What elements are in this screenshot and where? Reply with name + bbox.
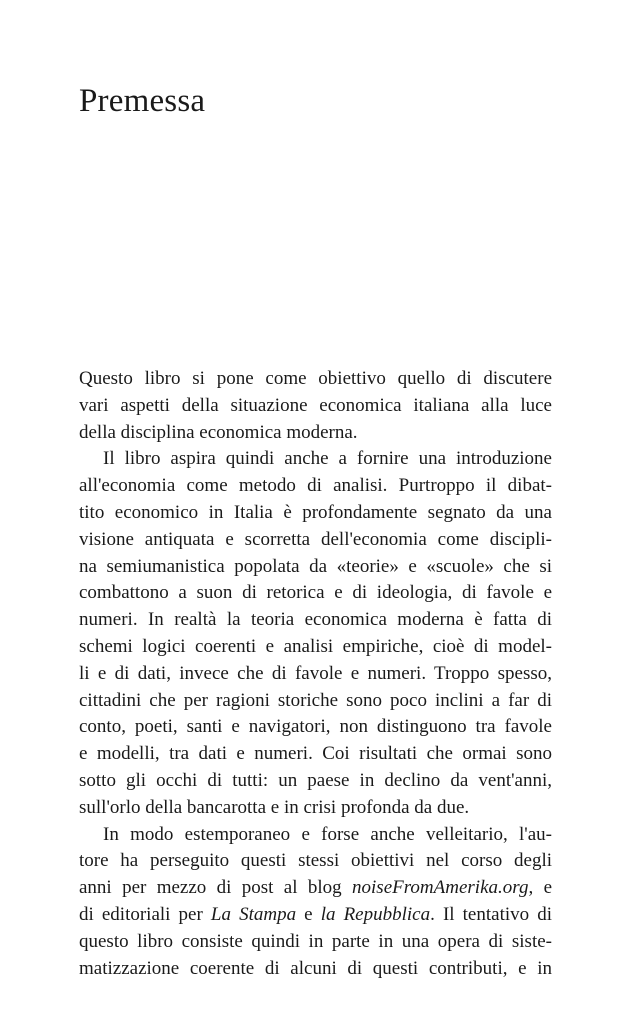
text-run: . Il tentativo di <box>430 903 552 925</box>
text-line: li e di dati, invece che di favole e numeri. Troppo spesso, <box>79 662 552 684</box>
text-line: Questo libro si pone come obiettivo quello di discutere <box>79 368 552 389</box>
newspaper-name: La Stampa <box>210 903 297 925</box>
newspaper-name: la Repubblica <box>320 903 431 925</box>
text-line: In modo estemporaneo e forse anche velleitario, l'au- <box>103 823 552 845</box>
text-line: sull'orlo della bancarotta e in crisi profonda da due. <box>79 796 470 818</box>
text-line: conto, poeti, santi e navigatori, non distinguono tra favole <box>79 716 552 738</box>
chapter-title: Premessa <box>79 83 206 119</box>
text-line: numeri. In realtà la teoria economica moderna è fatta di <box>79 609 552 631</box>
text-line <box>79 902 552 929</box>
text-line: na semiumanistica popolata da «teorie» e «scuole» che si <box>79 555 552 577</box>
blog-name: noiseFromAmerika.org <box>352 877 529 899</box>
text-line: matizzazione coerente di alcuni di questi contributi, e in <box>79 957 552 979</box>
body-text <box>79 366 552 982</box>
text-line: questo libro consiste quindi in parte in una opera di siste- <box>79 930 552 952</box>
text-line: vari aspetti della situazione economica italiana alla luce <box>79 394 552 416</box>
text-line: tito economico in Italia è profondamente segnato da una <box>79 501 552 523</box>
text-line: Il libro aspira quindi anche a fornire una introduzione <box>103 448 552 470</box>
text-run: e <box>296 903 321 925</box>
text-run: di editoriali per <box>79 903 211 925</box>
text-line: visione antiquata e scorretta dell'economia come discipli- <box>79 528 552 550</box>
text-line: combattono a suon di retorica e di ideologia, di favole e <box>79 582 552 604</box>
text-line: all'economia come metodo di analisi. Purtroppo il dibat- <box>79 475 552 497</box>
text-line: tore ha perseguito questi stessi obiettivi nel corso degli <box>79 850 552 872</box>
text-run: , e <box>528 877 552 899</box>
text-line: schemi logici coerenti e analisi empiriche, cioè di model- <box>79 635 552 657</box>
text-line: cittadini che per ragioni storiche sono poco inclini a far di <box>79 689 552 711</box>
text-line: della disciplina economica moderna. <box>79 421 358 443</box>
text-line <box>79 875 552 902</box>
text-line: sotto gli occhi di tutti: un paese in declino da vent'anni, <box>79 769 552 791</box>
text-run: anni per mezzo di post al blog <box>79 877 353 899</box>
text-line: e modelli, tra dati e numeri. Coi risultati che ormai sono <box>79 743 552 765</box>
